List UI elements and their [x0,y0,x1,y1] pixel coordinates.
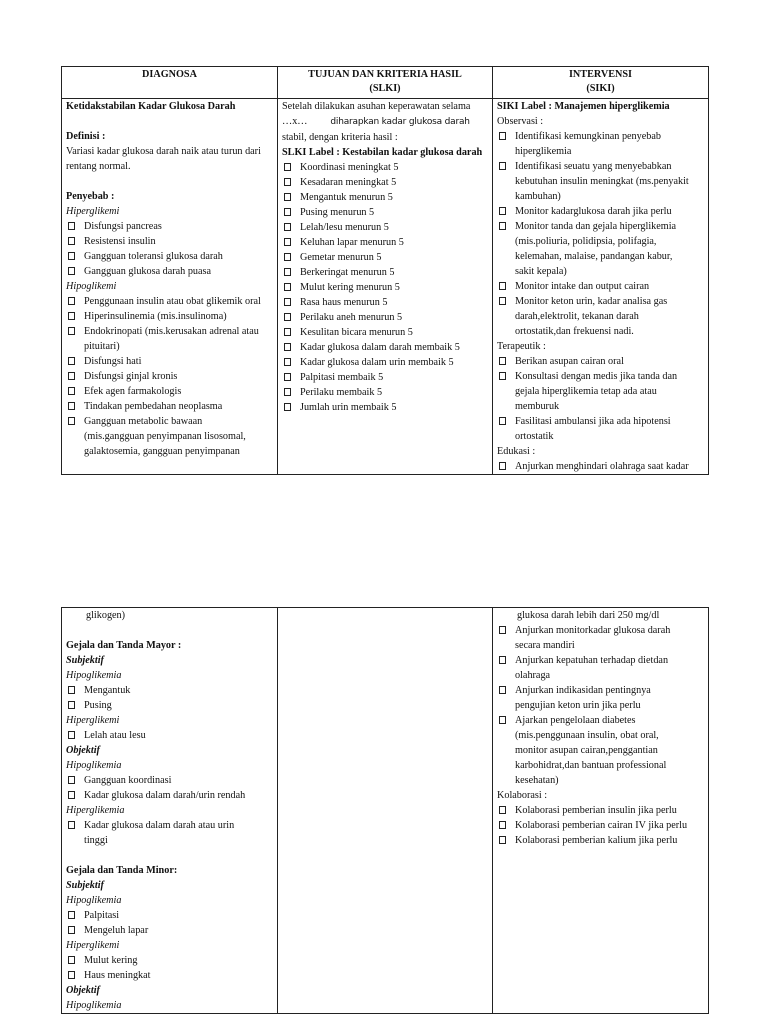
checkbox-icon [284,208,291,216]
diagnosa-cell-continued: glikogen) Gejala dan Tanda Mayor : Subjektif Hipoglikemia Mengantuk Pusing Hiperglikemi Lelah atau lesu Objektif Hipoglikemia Gangguan koordinasi Kadar glukosa dalam darah/urin rendah Hiperglikemia Kadar glukosa dalam darah atau urin tinggi Gejala dan Tanda Minor: Subjektif Hipoglikemia Palpitasi Mengeluh lapar Hiperglikemi Mulut kering Haus meningkat Objektif Hipoglikemia [62,608,278,1014]
hyper-cause-list [66,219,273,279]
header-diagnosa: DIAGNOSA [62,67,278,99]
checkbox-icon [499,282,506,290]
checkbox-item: Koordinasi meningkat 5 [282,160,488,175]
checkbox-icon [284,373,291,381]
tujuan-cell-continued [278,608,493,1014]
checkbox-item: Kadar glukosa dalam urin membaik 5 [282,355,488,370]
intervensi-cell [493,99,709,475]
mayor-obj-hypo-list [66,773,273,803]
checkbox-icon [499,821,506,829]
checkbox-item: Resistensi insulin [66,234,273,249]
checkbox-icon [284,253,291,261]
checkbox-icon [68,956,75,964]
observasi-list [497,129,704,339]
checkbox-icon [68,357,75,365]
minor-sub-hypo-list [66,908,273,938]
checkbox-item: Perilaku aneh menurun 5 [282,310,488,325]
tujuan-cell [278,99,493,475]
checkbox-item: Kesadaran meningkat 5 [282,175,488,190]
intervensi-cell-continued: glukosa darah lebih dari 250 mg/dl Anjurkan monitorkadar glukosa darah secara mandiri Anjurkan kepatuhan terhadap dietdan olahraga Anjurkan indikasidan pentingnya pengujian keton urin jika perlu Ajarkan pengelolaan diabetes (mis.penggunaan insulin, obat oral, monitor asupan cairan,penggantian karbohidrat,dan bantuan professional kesehatan) Kolaborasi : Kolaborasi pemberian insulin jika perlu Kolaborasi pemberian cairan IV jika perlu Kolaborasi pemberian kalium jika perlu [493,608,709,1014]
checkbox-icon [68,926,75,934]
checkbox-icon [68,417,75,425]
checkbox-icon [284,313,291,321]
tujuan-intro-line3: stabil, dengan kriteria hasil : [282,132,398,143]
mayor-label: Gejala dan Tanda Mayor : [66,640,182,651]
checkbox-icon [499,132,506,140]
checkbox-item: Efek agen farmakologis [66,384,273,399]
checkbox-icon [68,312,75,320]
checkbox-item: Rasa haus menurun 5 [282,295,488,310]
checkbox-icon [284,283,291,291]
checkbox-item: Berkeringat menurun 5 [282,265,488,280]
observasi-label: Observasi : [497,116,544,127]
terapeutik-label: Terapeutik : [497,341,546,352]
diagnosa-title: Ketidakstabilan Kadar Glukosa Darah [66,101,236,112]
checkbox-item: Kolaborasi pemberian kalium jika perlu [497,833,704,848]
checkbox-item: Kadar glukosa dalam darah/urin rendah [66,788,273,803]
checkbox-item: Anjurkan indikasidan pentingnya pengujian keton urin jika perlu [497,683,704,713]
checkbox-item: Anjurkan monitorkadar glukosa darah secara mandiri [497,623,704,653]
checkbox-item: Ajarkan pengelolaan diabetes (mis.penggunaan insulin, obat oral, monitor asupan cairan,penggantian karbohidrat,dan bantuan professional kesehatan) [497,713,704,788]
checkbox-icon [499,836,506,844]
checkbox-icon [68,731,75,739]
checkbox-item: Tindakan pembedahan neoplasma [66,399,273,414]
care-plan-table-page-1 [61,66,709,475]
checkbox-icon [284,358,291,366]
kolaborasi-list [497,803,704,848]
checkbox-item: Kolaborasi pemberian insulin jika perlu [497,803,704,818]
checkbox-item: Disfungsi ginjal kronis [66,369,273,384]
tujuan-intro-line2: …x… diharapkan kadar glukosa darah [282,116,470,127]
slki-label: SLKI Label : Kestabilan kadar glukosa darah [282,147,483,158]
handwritten-note: diharapkan kadar glukosa darah [330,117,470,127]
checkbox-icon [284,328,291,336]
checkbox-item: Palpitasi [66,908,273,923]
checkbox-icon [68,297,75,305]
checkbox-icon [499,357,506,365]
tujuan-intro-line1: Setelah dilakukan asuhan keperawatan selama [282,101,471,112]
checkbox-item: Hiperinsulinemia (mis.insulinoma) [66,309,273,324]
checkbox-item: Perilaku membaik 5 [282,385,488,400]
checkbox-item: Pusing menurun 5 [282,205,488,220]
checkbox-icon [68,821,75,829]
checkbox-item: Monitor kadarglukosa darah jika perlu [497,204,704,219]
hypo-cause-list [66,294,273,414]
checkbox-icon [68,971,75,979]
checkbox-icon [68,776,75,784]
checkbox-icon [284,343,291,351]
checkbox-icon [68,701,75,709]
checkbox-item: Mengantuk menurun 5 [282,190,488,205]
definisi-text: Variasi kadar glukosa darah naik atau turun dari rentang normal. [66,146,261,172]
checkbox-icon [284,298,291,306]
checkbox-icon [68,791,75,799]
checkbox-item: Pusing [66,698,273,713]
checkbox-icon [499,716,506,724]
checkbox-icon [68,267,75,275]
checkbox-icon [499,207,506,215]
checkbox-item: Gangguan koordinasi [66,773,273,788]
checkbox-item: Fasilitasi ambulansi jika ada hipotensi ortostatik [497,414,704,444]
checkbox-item: Konsultasi dengan medis jika tanda dan gejala hiperglikemia tetap ada atau memburuk [497,369,704,414]
checkbox-icon [499,686,506,694]
checkbox-item: Jumlah urin membaik 5 [282,400,488,415]
checkbox-icon [284,193,291,201]
hyper-label: Hiperglikemi [66,206,120,217]
checkbox-item: Gangguan toleransi glukosa darah [66,249,273,264]
checkbox-icon [499,417,506,425]
checkbox-item: Haus meningkat [66,968,273,983]
checkbox-item: Monitor tanda dan gejala hiperglikemia (mis.poliuria, polidipsia, polifagia, kelemahan, malaise, pandangan kabur, sakit kepala) [497,219,704,279]
checkbox-item: Kesulitan bicara menurun 5 [282,325,488,340]
edukasi-list [497,623,704,788]
checkbox-icon [284,223,291,231]
mayor-sub-hypo-list [66,683,273,713]
penyebab-label: Penyebab : [66,191,115,202]
mayor-sub-hyper-list [66,728,273,743]
diagnosa-cell [62,99,278,475]
checkbox-icon [499,162,506,170]
checkbox-icon [68,222,75,230]
checkbox-icon [284,403,291,411]
checkbox-item: Anjurkan menghindari olahraga saat kadar [497,459,704,474]
checkbox-item: Monitor intake dan output cairan [497,279,704,294]
checkbox-item: Lelah/lesu menurun 5 [282,220,488,235]
checkbox-item: Mengeluh lapar [66,923,273,938]
siki-label: SIKI Label : Manajemen hiperglikemia [497,101,670,112]
slki-criteria-list [282,160,488,415]
checkbox-icon [499,656,506,664]
checkbox-item: Berikan asupan cairan oral [497,354,704,369]
checkbox-item: Endokrinopati (mis.kerusakan adrenal atau pituitari) [66,324,273,354]
definisi-label: Definisi : [66,131,106,142]
checkbox-icon [499,297,506,305]
care-plan-table-page-2 [61,607,709,1014]
checkbox-icon [68,402,75,410]
edukasi-label: Edukasi : [497,446,536,457]
checkbox-item: Keluhan lapar menurun 5 [282,235,488,250]
checkbox-item: Identifikasi kemungkinan penyebab hiperglikemia [497,129,704,159]
checkbox-icon [284,178,291,186]
terapeutik-list [497,354,704,444]
checkbox-item: Gangguan metabolic bawaan (mis.gangguan penyimpanan lisosomal, galaktosemia, gangguan penyimpanan [66,414,273,459]
header-intervensi: INTERVENSI (SIKI) [493,67,709,99]
checkbox-icon [68,237,75,245]
checkbox-item: Gemetar menurun 5 [282,250,488,265]
checkbox-item: Penggunaan insulin atau obat glikemik oral [66,294,273,309]
checkbox-item: Gangguan glukosa darah puasa [66,264,273,279]
checkbox-item: Monitor keton urin, kadar analisa gas darah,elektrolit, tekanan darah ortostatik,dan frekuensi nadi. [497,294,704,339]
checkbox-icon [68,252,75,260]
checkbox-item: Mulut kering [66,953,273,968]
checkbox-item: Kadar glukosa dalam darah membaik 5 [282,340,488,355]
checkbox-icon [284,388,291,396]
checkbox-item: Kolaborasi pemberian cairan IV jika perlu [497,818,704,833]
checkbox-icon [284,163,291,171]
checkbox-item: Lelah atau lesu [66,728,273,743]
checkbox-icon [284,238,291,246]
checkbox-icon [68,911,75,919]
checkbox-item: Disfungsi hati [66,354,273,369]
checkbox-item: Anjurkan kepatuhan terhadap dietdan olahraga [497,653,704,683]
checkbox-item: Disfungsi pancreas [66,219,273,234]
minor-label: Gejala dan Tanda Minor: [66,865,178,876]
checkbox-item: Identifikasi seuatu yang menyebabkan kebutuhan insulin meningkat (ms.penyakit kambuhan) [497,159,704,204]
checkbox-icon [68,686,75,694]
checkbox-icon [68,327,75,335]
checkbox-icon [284,268,291,276]
minor-sub-hyper-list [66,953,273,983]
checkbox-item: Kadar glukosa dalam darah atau urin tinggi [66,818,273,848]
checkbox-icon [68,372,75,380]
checkbox-icon [499,372,506,380]
checkbox-item: Mulut kering menurun 5 [282,280,488,295]
header-tujuan: TUJUAN DAN KRITERIA HASIL (SLKI) [278,67,493,99]
checkbox-item: Palpitasi membaik 5 [282,370,488,385]
checkbox-icon [499,806,506,814]
checkbox-icon [499,626,506,634]
kolaborasi-label: Kolaborasi : [497,790,548,801]
checkbox-icon [499,222,506,230]
checkbox-item: Mengantuk [66,683,273,698]
checkbox-icon [68,387,75,395]
checkbox-icon [499,462,506,470]
hypo-label: Hipoglikemi [66,281,117,292]
